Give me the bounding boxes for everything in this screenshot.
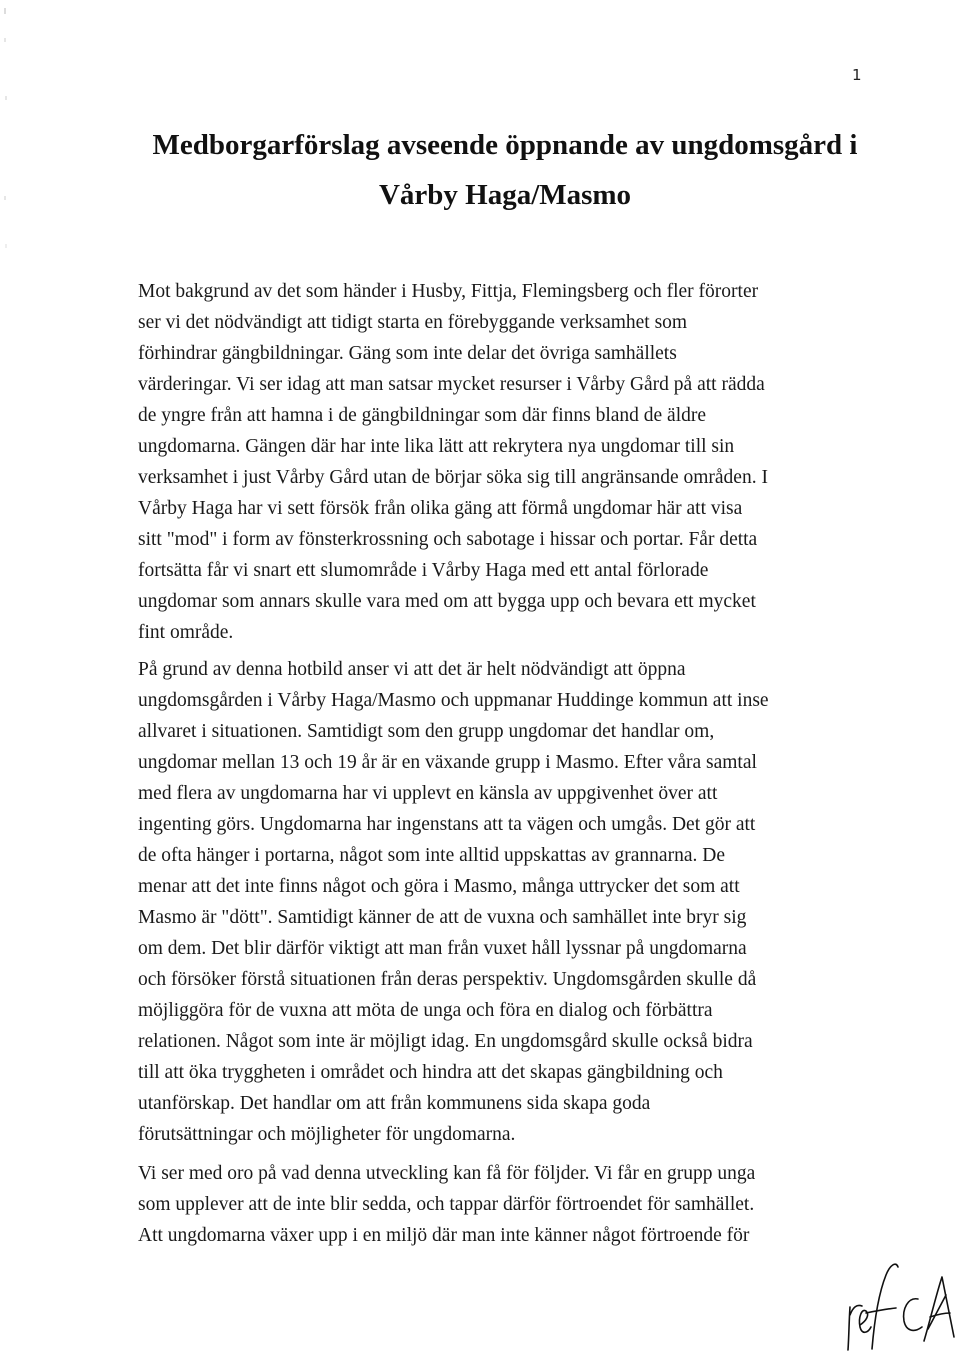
text-line: ungdomsgården i Vårby Haga/Masmo och uppmanar Huddinge kommun att inse xyxy=(138,690,769,711)
text-line: Mot bakgrund av det som händer i Husby, Fittja, Flemingsberg och fler förorter xyxy=(138,281,759,302)
text-line: ungdomarna. Gängen där har inte lika lätt att rekrytera nya ungdomar till sin xyxy=(138,436,735,457)
text-line: ingenting görs. Ungdomarna har ingenstans att ta vägen och umgås. Det gör att xyxy=(138,814,756,835)
text-line: ungdomar som annars skulle vara med om att bygga upp och bevara ett mycket xyxy=(138,591,756,612)
text-line: de ofta hänger i portarna, något som inte alltid uppskattas av grannarna. De xyxy=(138,845,725,866)
text-line: värderingar. Vi ser idag att man satsar mycket resurser i Vårby Gård på att rädda xyxy=(138,374,765,395)
text-line: de yngre från att hamna i de gängbildningar som där finns bland de äldre xyxy=(138,405,707,426)
text-line: som upplever att de inte blir sedda, och tappar därför förtroendet för samhället. xyxy=(138,1194,755,1215)
text-line: Masmo är "dött". Samtidigt känner de att de vuxna och samhället inte bryr sig xyxy=(138,907,747,928)
text-line: fortsätta får vi snart ett slumområde i Vårby Haga med ett antal förlorade xyxy=(138,560,709,581)
text-line: förhindrar gängbildningar. Gäng som inte delar det övriga samhällets xyxy=(138,343,677,364)
handwritten-initials-signature xyxy=(838,1255,956,1353)
text-line: menar att det inte finns något och göra i Masmo, många uttrycker det som att xyxy=(138,876,740,897)
text-line: utanförskap. Det handlar om att från kommunens sida skapa goda xyxy=(138,1093,651,1114)
title-line: Medborgarförslag avseende öppnande av ungdomsgård i xyxy=(152,129,858,161)
title-line: Vårby Haga/Masmo xyxy=(378,179,632,211)
text-line: till att öka tryggheten i området och hindra att det skapas gängbildning och xyxy=(138,1062,723,1083)
text-line: om dem. Det blir därför viktigt att man från vuxet håll lyssnar på ungdomarna xyxy=(138,938,747,959)
text-line: fint område. xyxy=(138,622,234,643)
text-line: ungdomar mellan 13 och 19 år är en växande grupp i Masmo. Efter våra samtal xyxy=(138,752,757,773)
text-line: Vårby Haga har vi sett försök från olika gäng att förmå ungdomar här att visa xyxy=(138,498,743,519)
page-number: 1 xyxy=(852,66,862,84)
text-line: förutsättningar och möjligheter för ungdomarna. xyxy=(138,1124,516,1145)
text-line: och försöker förstå situationen från deras perspektiv. Ungdomsgården skulle då xyxy=(138,969,757,990)
text-line: med flera av ungdomarna har vi upplevt en känsla av uppgivenhet över att xyxy=(138,783,718,804)
document-title xyxy=(140,120,870,220)
text-line: sitt "mod" i form av fönsterkrossning och sabotage i hissar och portar. Får detta xyxy=(138,529,758,550)
text-line: allvaret i situationen. Samtidigt som den grupp ungdomar det handlar om, xyxy=(138,721,715,742)
text-line: Vi ser med oro på vad denna utveckling kan få för följder. Vi får en grupp unga xyxy=(138,1163,756,1184)
text-line: ser vi det nödvändigt att tidigt starta en förebyggande verksamhet som xyxy=(138,312,688,333)
text-line: På grund av denna hotbild anser vi att det är helt nödvändigt att öppna xyxy=(138,659,686,680)
text-line: verksamhet i just Vårby Gård utan de börjar söka sig till angränsande områden. I xyxy=(138,467,768,488)
scan-edge-marks xyxy=(2,0,10,300)
paragraph-3 xyxy=(138,1158,755,1251)
paragraph-1 xyxy=(138,276,768,648)
paragraph-2 xyxy=(138,654,769,1150)
text-line: relationen. Något som inte är möjligt idag. En ungdomsgård skulle också bidra xyxy=(138,1031,753,1052)
text-line: Att ungdomarna växer upp i en miljö där man inte känner något förtroende för xyxy=(138,1225,750,1246)
text-line: möjliggöra för de vuxna att möta de unga och föra en dialog och förbättra xyxy=(138,1000,713,1021)
